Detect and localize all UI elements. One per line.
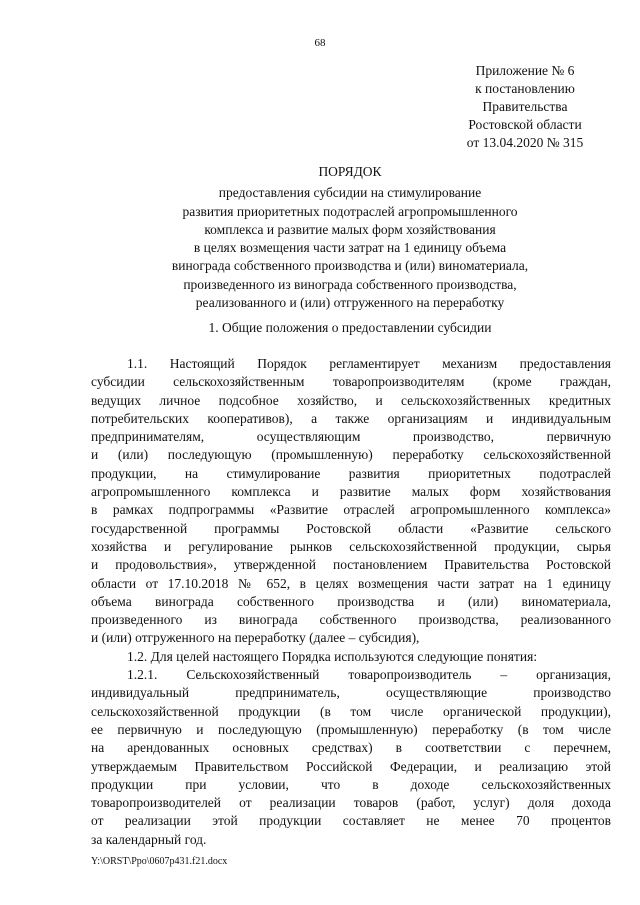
subtitle-line: в целях возмещения части затрат на 1 единицу объема (193, 240, 507, 256)
appendix-line: от 13.04.2020 № 315 (466, 135, 584, 150)
body-line: ведущих личное подсобное хозяйство, и сельскохозяйственных кредитных (91, 392, 611, 408)
footer-file-path: Y:\ORST\Ppo\0607p431.f21.docx (91, 856, 228, 867)
body-line: хозяйства и регулирование рынков сельскохозяйственной продукции, сырья (91, 538, 611, 554)
body-line: объема винограда собственного производства и (или) виноматериала, (91, 593, 611, 609)
body-line: предпринимателям, осуществляющим производство, первичную (91, 429, 611, 445)
body-line: произведенного из винограда собственного производства, реализованного (91, 612, 611, 628)
body-line: государственной программы Ростовской области «Развитие сельского (91, 520, 611, 536)
appendix-block (430, 62, 620, 152)
body-line: субсидии сельскохозяйственным товаропроизводителям (кроме граждан, (91, 374, 611, 390)
section-heading: 1. Общие положения о предоставлении субсидии (208, 320, 492, 335)
subtitle-line: реализованного и (или) отгруженного на переработку (195, 295, 505, 311)
body-line: утверждаемым Правительством Российской Федерации, и реализацию этой (91, 758, 611, 774)
body-line: 1.2.1. Сельскохозяйственный товаропроизводитель – организация, (127, 667, 611, 683)
body-line: ее первичную и последующую (промышленную) переработку (в том числе (91, 721, 611, 737)
body-line: продукции, на стимулирование развития приоритетных подотраслей (91, 465, 611, 481)
body-text (91, 355, 611, 849)
body-line: продукции при условии, что в доходе сельскохозяйственных (91, 776, 611, 792)
body-line: и продовольствия», утвержденной постановлением Правительства Ростовской (91, 557, 611, 573)
body-line: и (или) отгруженного на переработку (далее – субсидия), (91, 630, 420, 646)
body-line: агропромышленного комплекса и развитие малых форм хозяйствования (91, 484, 611, 500)
body-line: 1.1. Настоящий Порядок регламентирует механизм предоставления (127, 356, 611, 371)
body-line: от реализации этой продукции составляет не менее 70 процентов (91, 813, 611, 829)
body-line: и (или) последующую (промышленную) переработку сельскохозяйственной (91, 447, 611, 463)
body-line: области от 17.10.2018 № 652, в целях возмещения части затрат на 1 единицу (91, 575, 611, 591)
body-line: индивидуальный предприниматель, осуществляющие производство (91, 685, 611, 701)
document-title-block (120, 163, 580, 312)
page-number: 68 (314, 37, 326, 49)
appendix-line: Правительства (482, 99, 568, 114)
appendix-line: к постановлению (475, 81, 575, 96)
body-line: за календарный год. (91, 831, 207, 847)
subtitle-line: предоставления субсидии на стимулирование (218, 185, 482, 201)
body-line: на арендованных основных средствах) в соответствии с перечнем, (91, 740, 611, 756)
body-line: 1.2. Для целей настоящего Порядка используются следующие понятия: (127, 648, 538, 664)
subtitle-line: комплекса и развитие малых форм хозяйствования (204, 221, 496, 237)
appendix-line: Приложение № 6 (475, 63, 575, 78)
body-line: товаропроизводителей от реализации товаров (работ, услуг) доля дохода (91, 795, 611, 811)
subtitle-line: винограда собственного производства и (или) виноматериала, (171, 258, 529, 274)
subtitle-line: произведенного из винограда собственного производства, (183, 276, 517, 292)
document-title: ПОРЯДОК (318, 164, 382, 179)
body-line: в рамках подпрограммы «Развитие отраслей агропромышленного комплекса» (91, 502, 611, 518)
appendix-line: Ростовской области (468, 117, 582, 132)
subtitle-line: развития приоритетных подотраслей агропромышленного (182, 203, 518, 219)
body-line: сельскохозяйственной продукции (в том числе органической продукции), (91, 703, 611, 719)
body-line: потребительских кооперативов), а также организациям и индивидуальным (91, 410, 611, 426)
